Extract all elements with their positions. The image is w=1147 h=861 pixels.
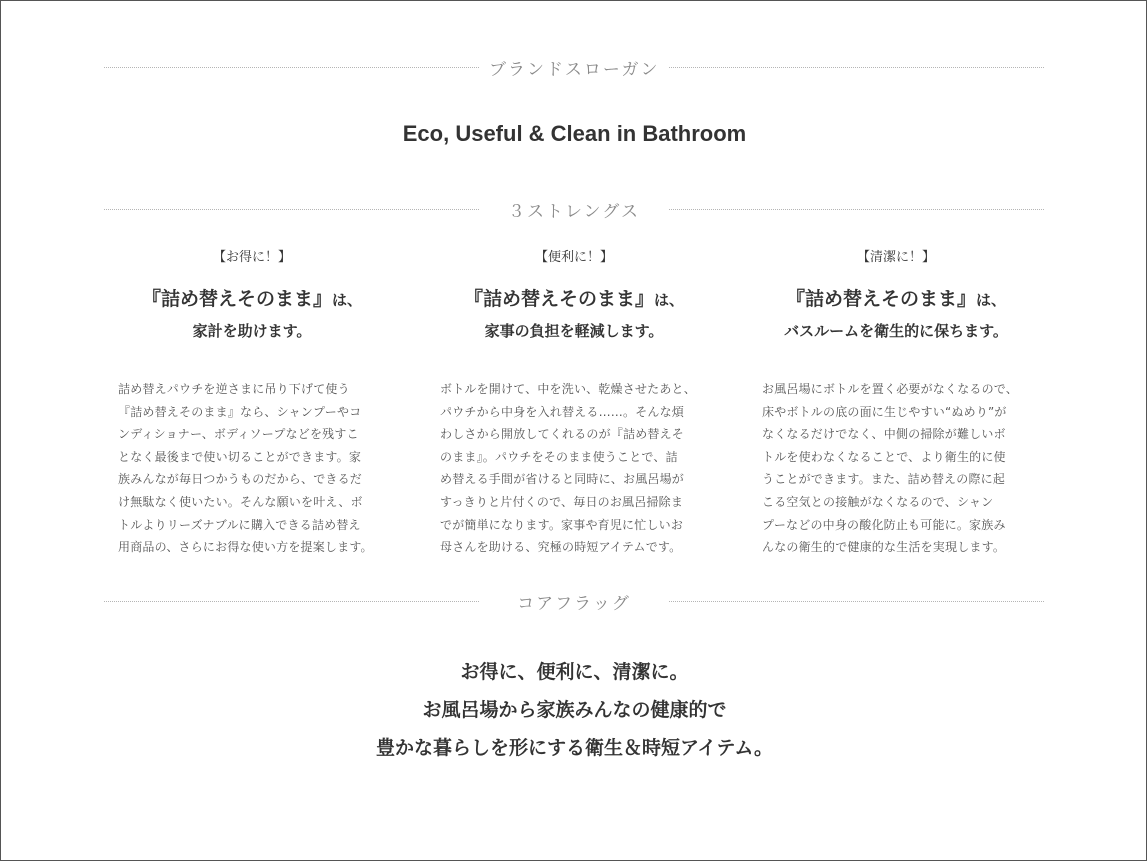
- core-message: [1, 653, 1147, 767]
- section-title: ３ストレングス: [507, 201, 641, 222]
- body-line: トルよりリーズナブルに購入できる詰め替え: [118, 517, 361, 532]
- body-line: となく最後まで使い切ることができます。家: [118, 449, 362, 464]
- divider: [669, 601, 1044, 602]
- body-line: 用商品の、さらにお得な使い方を提案します。: [118, 540, 373, 555]
- strength-subline: 家計を助けます。: [192, 322, 312, 340]
- strength-tag: 【清潔に！】: [856, 250, 935, 265]
- core-line: お風呂場から家族みんなの健康的で: [422, 699, 727, 721]
- strength-tag: 【お得に！】: [212, 250, 291, 265]
- divider: [104, 209, 479, 210]
- core-line: お得に、便利に、清潔に。: [460, 661, 689, 683]
- headline-suffix: は、: [332, 291, 363, 309]
- strength-headline: [735, 286, 1057, 313]
- body-line: め替える手間が省けると同時に、お風呂場が: [440, 472, 685, 487]
- section-heading-strengths: [104, 197, 1044, 221]
- divider: [669, 67, 1044, 68]
- body-line: 『詰め替えそのまま』なら、シャンプーやコ: [118, 404, 362, 419]
- divider: [104, 67, 479, 68]
- body-line: すっきりと片付くので、毎日のお風呂掃除ま: [440, 494, 684, 509]
- divider: [669, 209, 1044, 210]
- headline-suffix: は、: [976, 291, 1007, 309]
- body-line: 族みんなが毎日つかうものだから、できるだ: [118, 472, 363, 487]
- body-line: うことができます。また、詰め替えの際に起: [762, 472, 1006, 487]
- strength-headline: [91, 286, 413, 313]
- body-line: パウチから中身を入れ替える……。そんな煩: [440, 404, 685, 419]
- body-line: プーなどの中身の酸化防止も可能に。家族み: [762, 517, 1006, 532]
- section-title: コアフラッグ: [517, 593, 631, 614]
- body-line: 詰め替えパウチを逆さまに吊り下げて使う: [118, 382, 350, 396]
- headline-main: 『詰め替えそのまま』: [141, 288, 332, 310]
- body-line: んなの衛生的で健康的な生活を実現します。: [762, 540, 1006, 555]
- section-heading-core-flag: [104, 589, 1044, 613]
- body-line: トルを使わなくなることで、より衛生的に使: [762, 449, 1006, 464]
- body-line: ンディショナー、ボディソープなどを残すこ: [118, 427, 359, 442]
- strength-body: [762, 378, 1030, 559]
- body-line: お風呂場にボトルを置く必要がなくなるので、: [762, 382, 1018, 396]
- strength-subline: バスルームを衛生的に保ちます。: [784, 322, 1008, 340]
- body-line: こる空気との接触がなくなるので、シャン: [762, 494, 994, 509]
- brand-slogan: Eco, Useful & Clean in Bathroom: [402, 121, 747, 146]
- body-line: 床やボトルの底の面に生じやすい“ぬめり”が: [762, 404, 1007, 419]
- headline-main: 『詰め替えそのまま』: [463, 288, 654, 310]
- strength-body: [440, 378, 708, 559]
- strength-column-convenience: [413, 247, 735, 559]
- strength-subline: 家事の負担を軽減します。: [484, 322, 664, 340]
- section-heading-brand-slogan: [104, 55, 1044, 79]
- body-line: のまま』。パウチをそのまま使うことで、詰: [440, 449, 678, 464]
- body-line: ボトルを開けて、中を洗い、乾燥させたあと、: [440, 382, 696, 396]
- body-line: け無駄なく使いたい。そんな願いを叶え、ボ: [118, 494, 363, 509]
- strength-column-cleanliness: [735, 247, 1057, 559]
- body-line: 母さんを助ける、究極の時短アイテムです。: [440, 540, 682, 555]
- strengths-columns: [91, 247, 1058, 559]
- body-line: わしさから開放してくれるのが『詰め替えそ: [440, 427, 685, 442]
- divider: [104, 601, 479, 602]
- headline-suffix: は、: [654, 291, 685, 309]
- headline-main: 『詰め替えそのまま』: [785, 288, 976, 310]
- strength-headline: [413, 286, 735, 313]
- strength-tag: 【便利に！】: [534, 250, 613, 265]
- strength-column-value: [91, 247, 413, 559]
- strength-body: [118, 378, 386, 559]
- section-title: ブランドスローガン: [489, 59, 660, 80]
- body-line: なくなるだけでなく、中側の掃除が難しいボ: [762, 427, 1006, 442]
- body-line: でが簡単になります。家事や育児に忙しいお: [440, 517, 684, 532]
- core-line: 豊かな暮らしを形にする衛生＆時短アイテム。: [376, 737, 773, 759]
